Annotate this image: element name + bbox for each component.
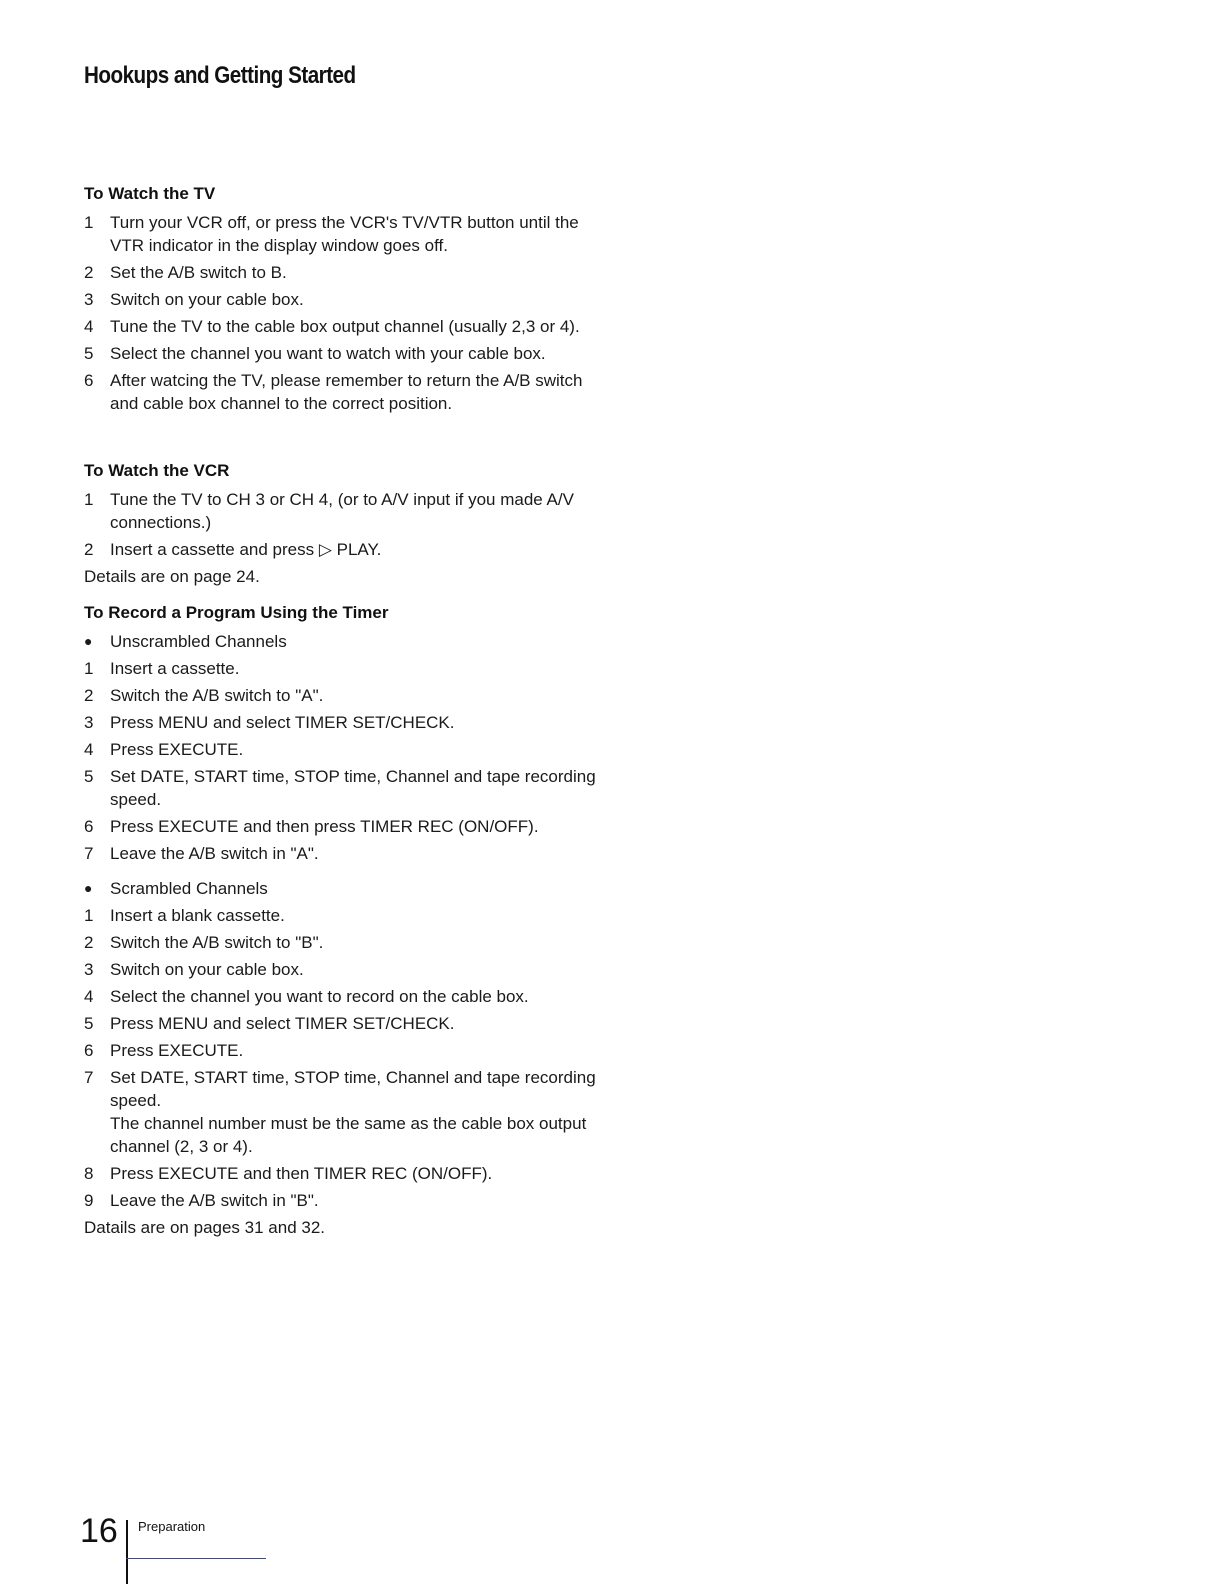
section-heading-record-timer: To Record a Program Using the Timer — [84, 603, 389, 622]
list-item: 4 Tune the TV to the cable box output channel (usually 2,3 or 4). — [84, 317, 580, 336]
list-item: 6 Press EXECUTE. — [84, 1041, 244, 1060]
list-item: 1 Turn your VCR off, or press the VCR's TV/VTR button until the VTR indicator in the display window goes off. — [84, 213, 579, 255]
list-item: 2 Switch the A/B switch to "A". — [84, 686, 324, 705]
list-item: 7 Leave the A/B switch in "A". — [84, 844, 319, 863]
list-item: 3 Switch on your cable box. — [84, 290, 304, 309]
footer-rule — [126, 1558, 266, 1559]
list-item: 6 After watcing the TV, please remember to return the A/B switch and cable box channel to the correct position. — [84, 371, 583, 413]
note-details: Details are on page 24. — [84, 567, 260, 586]
section-heading-watch-tv: To Watch the TV — [84, 184, 216, 203]
list-item: 5 Select the channel you want to watch with your cable box. — [84, 344, 546, 363]
footer-divider — [126, 1520, 128, 1584]
list-item: 2 Insert a cassette and press ▷ PLAY. — [84, 540, 382, 559]
list-item: 2 Switch the A/B switch to "B". — [84, 933, 324, 952]
list-item: 4 Select the channel you want to record on the cable box. — [84, 987, 529, 1006]
list-item: 8 Press EXECUTE and then TIMER REC (ON/OFF). — [84, 1164, 493, 1183]
subheading-scrambled: ● Scrambled Channels — [84, 879, 268, 898]
bullet-icon: ● — [84, 880, 93, 896]
list-item: 9 Leave the A/B switch in "B". — [84, 1191, 319, 1210]
list-item: 7 Set DATE, START time, STOP time, Channel and tape recording speed. The channel number must be the same as the cable box output channel (2, 3 or 4). — [84, 1068, 596, 1156]
section-record-timer — [84, 603, 604, 1239]
section-watch-tv — [84, 184, 604, 419]
list-item: 5 Press MENU and select TIMER SET/CHECK. — [84, 1014, 455, 1033]
list-item: 5 Set DATE, START time, STOP time, Channel and tape recording speed. — [84, 767, 596, 809]
list-item: 1 Insert a cassette. — [84, 659, 240, 678]
page-number: 16 — [80, 1512, 118, 1550]
section-heading-watch-vcr: To Watch the VCR — [84, 461, 230, 480]
footer-section-label: Preparation — [138, 1519, 206, 1534]
note-details: Datails are on pages 31 and 32. — [84, 1218, 326, 1237]
subheading-unscrambled: ● Unscrambled Channels — [84, 632, 287, 651]
list-item: 3 Switch on your cable box. — [84, 960, 304, 979]
page-title: Hookups and Getting Started — [84, 62, 356, 89]
list-item: 2 Set the A/B switch to B. — [84, 263, 287, 282]
list-item: 4 Press EXECUTE. — [84, 740, 244, 759]
list-item: 1 Tune the TV to CH 3 or CH 4, (or to A/V input if you made A/V connections.) — [84, 490, 574, 532]
section-watch-vcr — [84, 461, 604, 588]
list-item: 6 Press EXECUTE and then press TIMER REC (ON/OFF). — [84, 817, 539, 836]
bullet-icon: ● — [84, 633, 93, 649]
list-item: 1 Insert a blank cassette. — [84, 906, 285, 925]
list-item: 3 Press MENU and select TIMER SET/CHECK. — [84, 713, 455, 732]
